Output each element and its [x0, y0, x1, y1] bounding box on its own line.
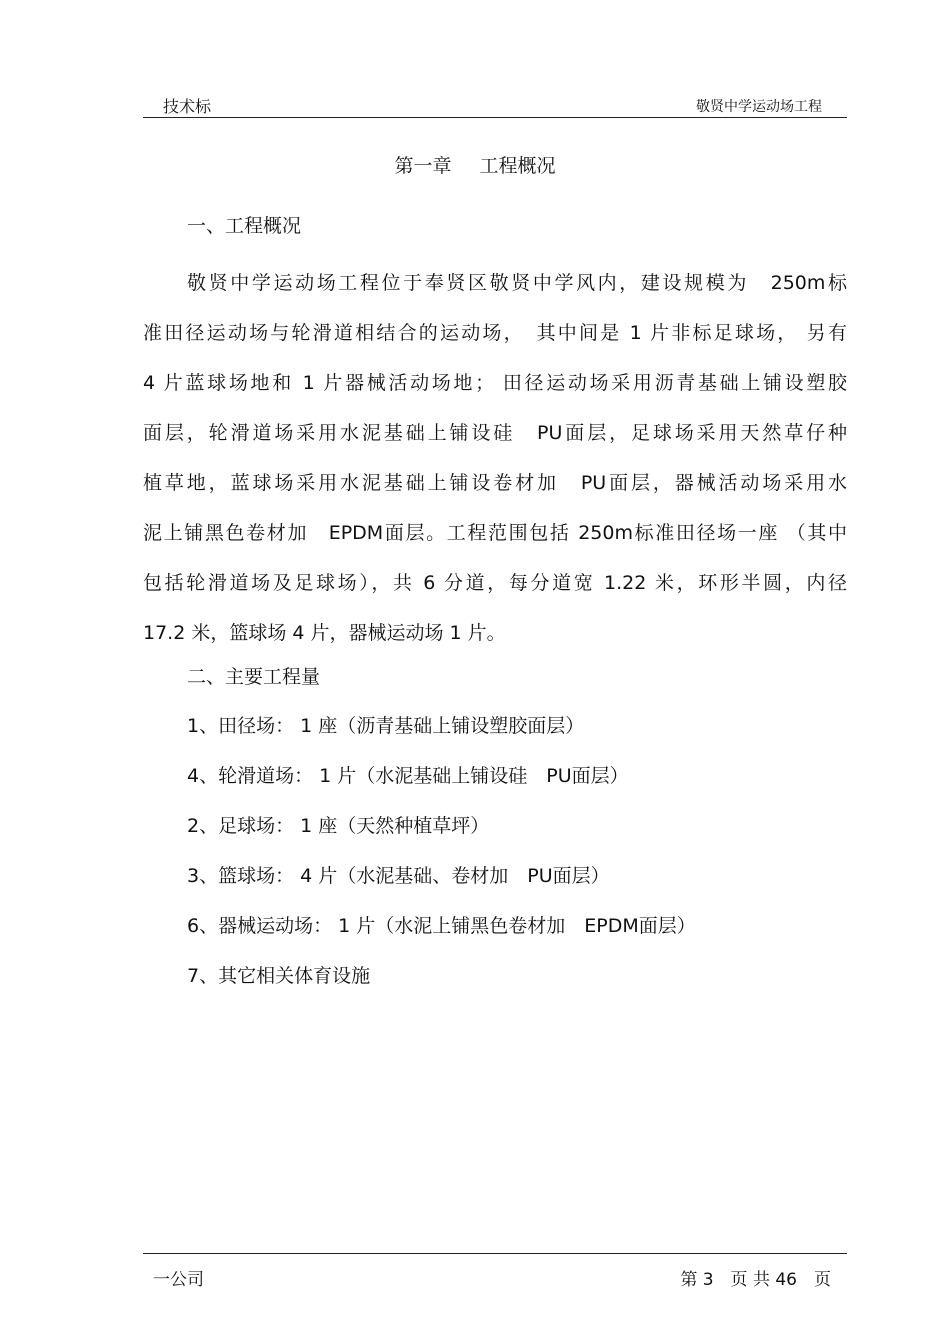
- list-item: 4、轮滑道场： 1 片（水泥基础上铺设硅 PU面层）: [187, 765, 629, 787]
- paragraph-line: 泥上铺黑色卷材加 EPDM面层。工程范围包括 250m标准田径场一座 （其中: [143, 522, 847, 544]
- paragraph-line: 4 片蓝球场地和 1 片器械活动场地； 田径运动场采用沥青基础上铺设塑胶: [143, 372, 847, 394]
- chapter-name: 工程概况: [479, 155, 556, 177]
- header-right: 敬贤中学运动场工程: [696, 99, 822, 115]
- page-number: 第 3 页 共 46 页: [680, 1270, 831, 1290]
- chapter-number: 第一章: [394, 155, 452, 177]
- section-heading-quantities: 二、主要工程量: [187, 666, 321, 688]
- list-item: 6、器械运动场： 1 片（水泥上铺黑色卷材加 EPDM面层）: [187, 915, 696, 937]
- footer-company: 一公司: [153, 1270, 204, 1290]
- list-item: 3、篮球场： 4 片（水泥基础、卷材加 PU面层）: [187, 865, 610, 887]
- overview-paragraph: [143, 258, 847, 658]
- section-heading-overview: 一、工程概况: [187, 215, 302, 237]
- list-item: 1、田径场： 1 座（沥青基础上铺设塑胶面层）: [187, 715, 585, 737]
- footer-rule: [143, 1253, 847, 1254]
- chapter-title: [0, 151, 950, 178]
- paragraph-line: 植草地，蓝球场采用水泥基础上铺设卷材加 PU面层，器械活动场采用水: [143, 472, 847, 494]
- header-rule: [143, 117, 847, 118]
- paragraph-line: 包括轮滑道场及足球场），共 6 分道，每分道宽 1.22 米，环形半圆，内径: [143, 572, 847, 594]
- header-left: 技术标: [163, 97, 212, 116]
- paragraph-line: 17.2 米，篮球场 4 片，器械运动场 1 片。: [143, 622, 506, 644]
- list-item: 7、其它相关体育设施: [187, 965, 371, 987]
- paragraph-line: 敬贤中学运动场工程位于奉贤区敬贤中学风内，建设规模为 250m标: [187, 272, 847, 294]
- list-item: 2、足球场： 1 座（天然种植草坪）: [187, 815, 490, 837]
- paragraph-line: 准田径运动场与轮滑道相结合的运动场， 其中间是 1 片非标足球场， 另有: [143, 322, 847, 344]
- paragraph-line: 面层，轮滑道场采用水泥基础上铺设硅 PU面层，足球场采用天然草仔种: [143, 422, 847, 444]
